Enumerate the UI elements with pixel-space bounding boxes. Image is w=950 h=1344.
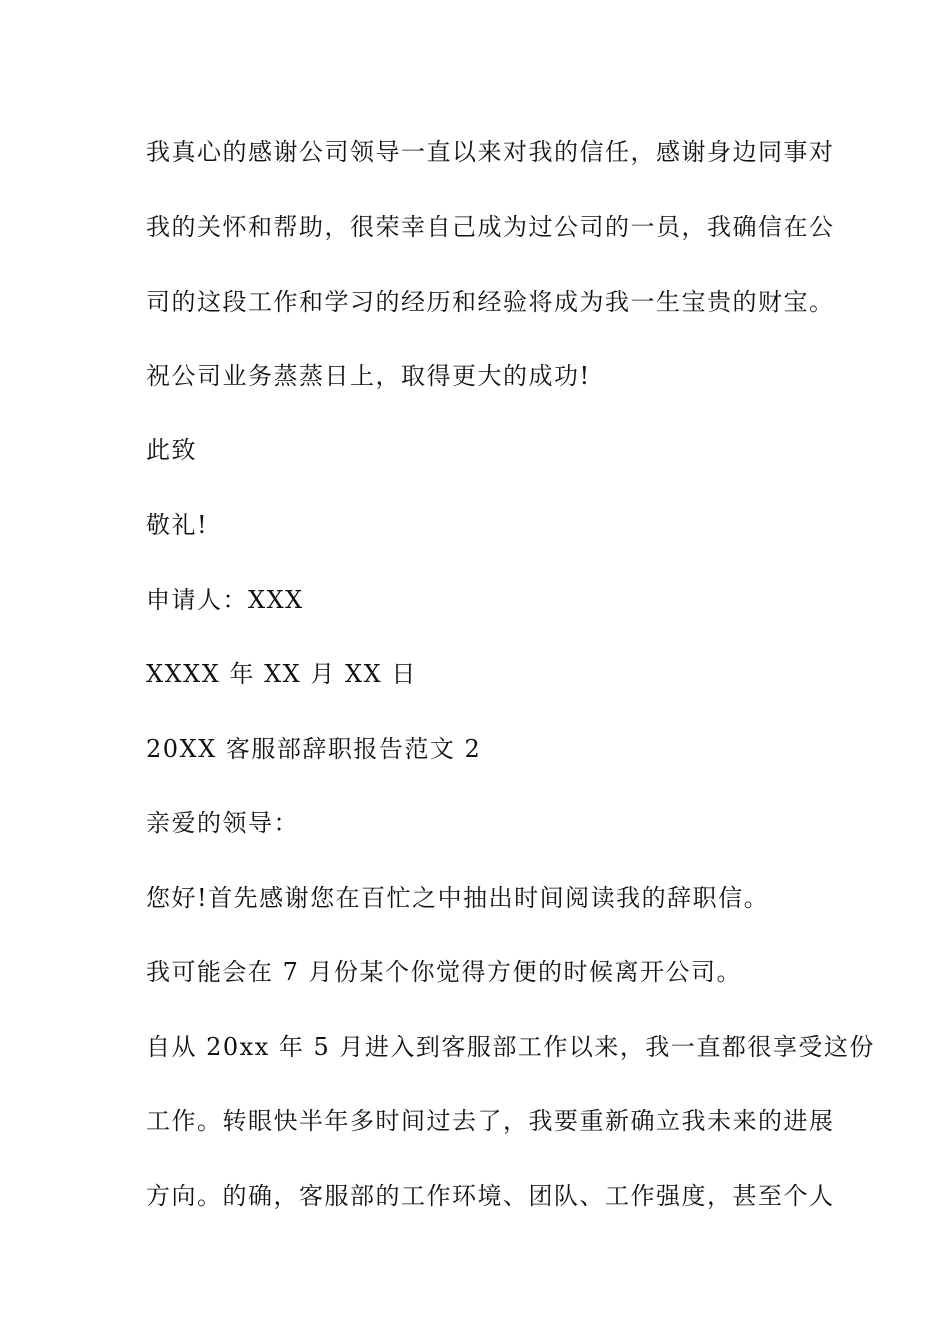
salutation-line: 亲爱的领导： — [146, 809, 299, 837]
paragraph-line: 司的这段工作和学习的经历和经验将成为我一生宝贵的财宝。 — [146, 288, 835, 316]
section-title: 20XX 客服部辞职报告范文 2 — [146, 735, 482, 763]
date-line: XXXX 年 XX 月 XX 日 — [146, 660, 417, 688]
closing-line: 敬礼! — [146, 511, 209, 539]
paragraph-line: 自从 20xx 年 5 月进入到客服部工作以来，我一直都很享受这份 — [146, 1033, 875, 1061]
paragraph-line: 工作。转眼快半年多时间过去了，我要重新确立我未来的进展 — [146, 1107, 835, 1135]
paragraph-line: 我真心的感谢公司领导一直以来对我的信任，感谢身边同事对 — [146, 138, 835, 166]
paragraph-line: 方向。的确，客服部的工作环境、团队、工作强度，甚至个人 — [146, 1182, 835, 1210]
closing-line: 此致 — [146, 436, 197, 464]
applicant-line: 申请人：XXX — [146, 586, 304, 614]
paragraph-line: 您好!首先感谢您在百忙之中抽出时间阅读我的辞职信。 — [146, 884, 770, 912]
paragraph-line: 我可能会在 7 月份某个你觉得方便的时候离开公司。 — [146, 958, 743, 986]
paragraph-line: 我的关怀和帮助，很荣幸自己成为过公司的一员，我确信在公 — [146, 213, 835, 241]
paragraph-line: 祝公司业务蒸蒸日上，取得更大的成功! — [146, 362, 591, 390]
